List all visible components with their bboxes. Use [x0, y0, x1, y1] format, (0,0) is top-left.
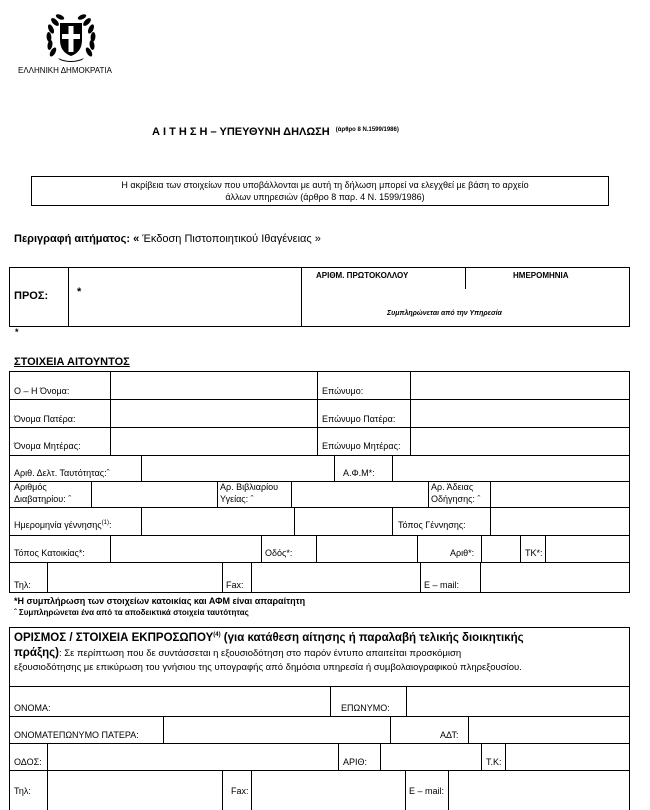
rep-adt-field[interactable]: [469, 717, 629, 742]
rep-fax-field[interactable]: [252, 771, 404, 810]
service-note: Συμπληρώνεται από την Υπηρεσία: [387, 310, 502, 317]
birth-place-label: Τόπος Γέννησης:: [398, 520, 466, 530]
rep-email-label: Ε – mail:: [409, 786, 445, 796]
street-number-label: Αριθ*:: [450, 548, 475, 558]
afm-field[interactable]: [393, 456, 629, 480]
passport-label-line-2: Διαβατηρίου: ˆ: [14, 494, 72, 504]
rep-postcode-field[interactable]: [506, 744, 629, 769]
notice-line-1: Η ακρίβεια των στοιχείων που υποβάλλονται με αυτή τη δήλωση μπορεί να ελεγχθεί με βάση το αρχείο: [121, 180, 529, 190]
health-book-field[interactable]: [292, 482, 427, 506]
mother-surname-label: Επώνυμο Μητέρας:: [322, 441, 401, 451]
birth-date-label: Ημερομηνία γέννησης$^{(1)}$:: [14, 520, 112, 530]
rep-surname-field[interactable]: [407, 687, 629, 715]
rep-number-field[interactable]: [381, 744, 480, 769]
rep-surname-label: ΕΠΩΝΥΜΟ:: [341, 703, 390, 713]
surname-label: Επώνυμο:: [322, 386, 364, 396]
recipient-label: ΠΡΟΣ:: [14, 290, 49, 302]
rep-father-fullname-field[interactable]: [164, 717, 389, 742]
required-star: *: [77, 286, 82, 298]
required-fields-note: *Η συμπλήρωση των στοιχείων κατοικίας και ΑΦΜ είναι απαραίτητη: [14, 596, 306, 606]
request-value: Έκδοση Πιστοποιητικού Ιθαγένειας »: [142, 233, 321, 245]
street-label: Οδός*:: [265, 548, 293, 558]
phone-field[interactable]: [48, 563, 221, 592]
first-name-label: Ο – Η Όνομα:: [14, 386, 70, 396]
rep-adt-label: ΑΔΤ:: [440, 730, 459, 740]
greek-coat-of-arms-icon: [44, 12, 98, 64]
rep-email-field[interactable]: [449, 771, 629, 810]
driving-license-field[interactable]: [491, 482, 629, 506]
father-name-label: Όνομα Πατέρα:: [14, 414, 76, 424]
form-title-main: Α Ι Τ Η Σ Η – ΥΠΕΥΘΥΝΗ ΔΗΛΩΣΗ: [152, 126, 330, 138]
street-number-field[interactable]: [482, 536, 519, 561]
residence-label: Τόπος Κατοικίας*:: [14, 548, 85, 558]
rep-fax-label: Fax:: [231, 786, 249, 796]
representative-description-line-2: εξουσιοδότησης με επικύρωση του γνήσιου της υπογραφής από δημόσια υπηρεσία ή συμβολαιογραφικού πληρεξουσίου.: [14, 662, 522, 673]
mother-name-label: Όνομα Μητέρας:: [14, 441, 81, 451]
recipient-input[interactable]: [70, 270, 300, 326]
fax-field[interactable]: [252, 563, 419, 592]
notice-line-2: άλλων υπηρεσιών (άρθρο 8 παρ. 4 Ν. 1599/1986): [225, 192, 425, 202]
applicant-heading: ΣΤΟΙΧΕΙΑ ΑΙΤΟΥΝΤΟΣ: [14, 356, 130, 368]
representative-heading-line-1: ΟΡΙΣΜΟΣ / ΣΤΟΙΧΕΙΑ ΕΚΠΡΟΣΩΠΟΥ$^{(4)}$ (για κατάθεση αίτησης ή παραλαβή τελικής διοικητικής: [14, 632, 524, 644]
passport-field[interactable]: [92, 482, 216, 506]
protocol-number-label: ΑΡΙΘΜ. ΠΡΩΤΟΚΟΛΛΟΥ: [316, 271, 409, 280]
rep-name-label: ΟΝΟΜΑ:: [14, 703, 51, 713]
republic-label: ΕΛΛΗΝΙΚΗ ΔΗΜΟΚΡΑΤΙΑ: [18, 66, 112, 75]
email-field[interactable]: [481, 563, 629, 592]
rep-number-label: ΑΡΙΘ:: [343, 757, 368, 767]
father-surname-label: Επώνυμο Πατέρα:: [322, 414, 396, 424]
afm-label: Α.Φ.Μ*:: [343, 468, 375, 478]
surname-field[interactable]: [411, 372, 629, 398]
birth-date-field[interactable]: [142, 508, 293, 534]
father-surname-field[interactable]: [411, 400, 629, 426]
health-book-label-line-1: Αρ. Βιβλιαρίου: [220, 482, 279, 492]
email-label: Ε – mail:: [424, 580, 460, 590]
rep-street-label: ΟΔΟΣ:: [14, 757, 42, 767]
required-star-note: *: [15, 327, 19, 337]
residence-field[interactable]: [111, 536, 260, 561]
rep-name-field[interactable]: [60, 687, 329, 715]
father-name-field[interactable]: [111, 400, 316, 426]
first-name-field[interactable]: [111, 372, 316, 398]
id-number-field[interactable]: [142, 456, 333, 480]
mother-surname-field[interactable]: [411, 428, 629, 454]
id-number-label: Αριθ. Δελτ. Ταυτότητας:ˆ: [14, 468, 110, 478]
postcode-label: ΤΚ*:: [525, 548, 543, 558]
phone-label: Τηλ:: [14, 580, 31, 590]
request-description: [14, 233, 321, 245]
mother-name-field[interactable]: [111, 428, 316, 454]
identity-proof-note: ˆ Συμπληρώνεται ένα από τα αποδεικτικά στοιχεία ταυτότητας: [14, 608, 249, 617]
health-book-label-line-2: Υγείας: ˆ: [220, 494, 254, 504]
rep-postcode-label: Τ.Κ:: [486, 757, 502, 767]
rep-father-fullname-label: ΟΝΟΜΑΤΕΠΩΝΥΜΟ ΠΑΤΕΡΑ:: [14, 730, 139, 740]
postcode-field[interactable]: [546, 536, 629, 561]
street-field[interactable]: [317, 536, 416, 561]
date-label: ΗΜΕΡΟΜΗΝΙΑ: [513, 271, 569, 280]
driving-license-label-line-2: Οδήγησης: ˆ: [431, 494, 481, 504]
fax-label: Fax:: [226, 580, 244, 590]
rep-phone-field[interactable]: [48, 771, 221, 810]
representative-heading-line-2: πράξης): Σε περίπτωση που δε συντάσσεται η εξουσιοδότηση στο παρόν έντυπο απαιτείται προσκόμιση: [14, 647, 462, 659]
form-title: [152, 126, 399, 138]
request-label: Περιγραφή αιτήματος:: [14, 233, 130, 245]
driving-license-label-line-1: Αρ. Άδειας: [431, 482, 474, 492]
birth-place-field[interactable]: [491, 508, 629, 534]
request-open-quote: «: [133, 233, 140, 245]
rep-phone-label: Τηλ:: [14, 786, 31, 796]
passport-label-line-1: Αριθμός: [14, 482, 47, 492]
form-title-ref: (άρθρο 8 Ν.1599/1986): [335, 127, 399, 133]
rep-street-field[interactable]: [48, 744, 337, 769]
